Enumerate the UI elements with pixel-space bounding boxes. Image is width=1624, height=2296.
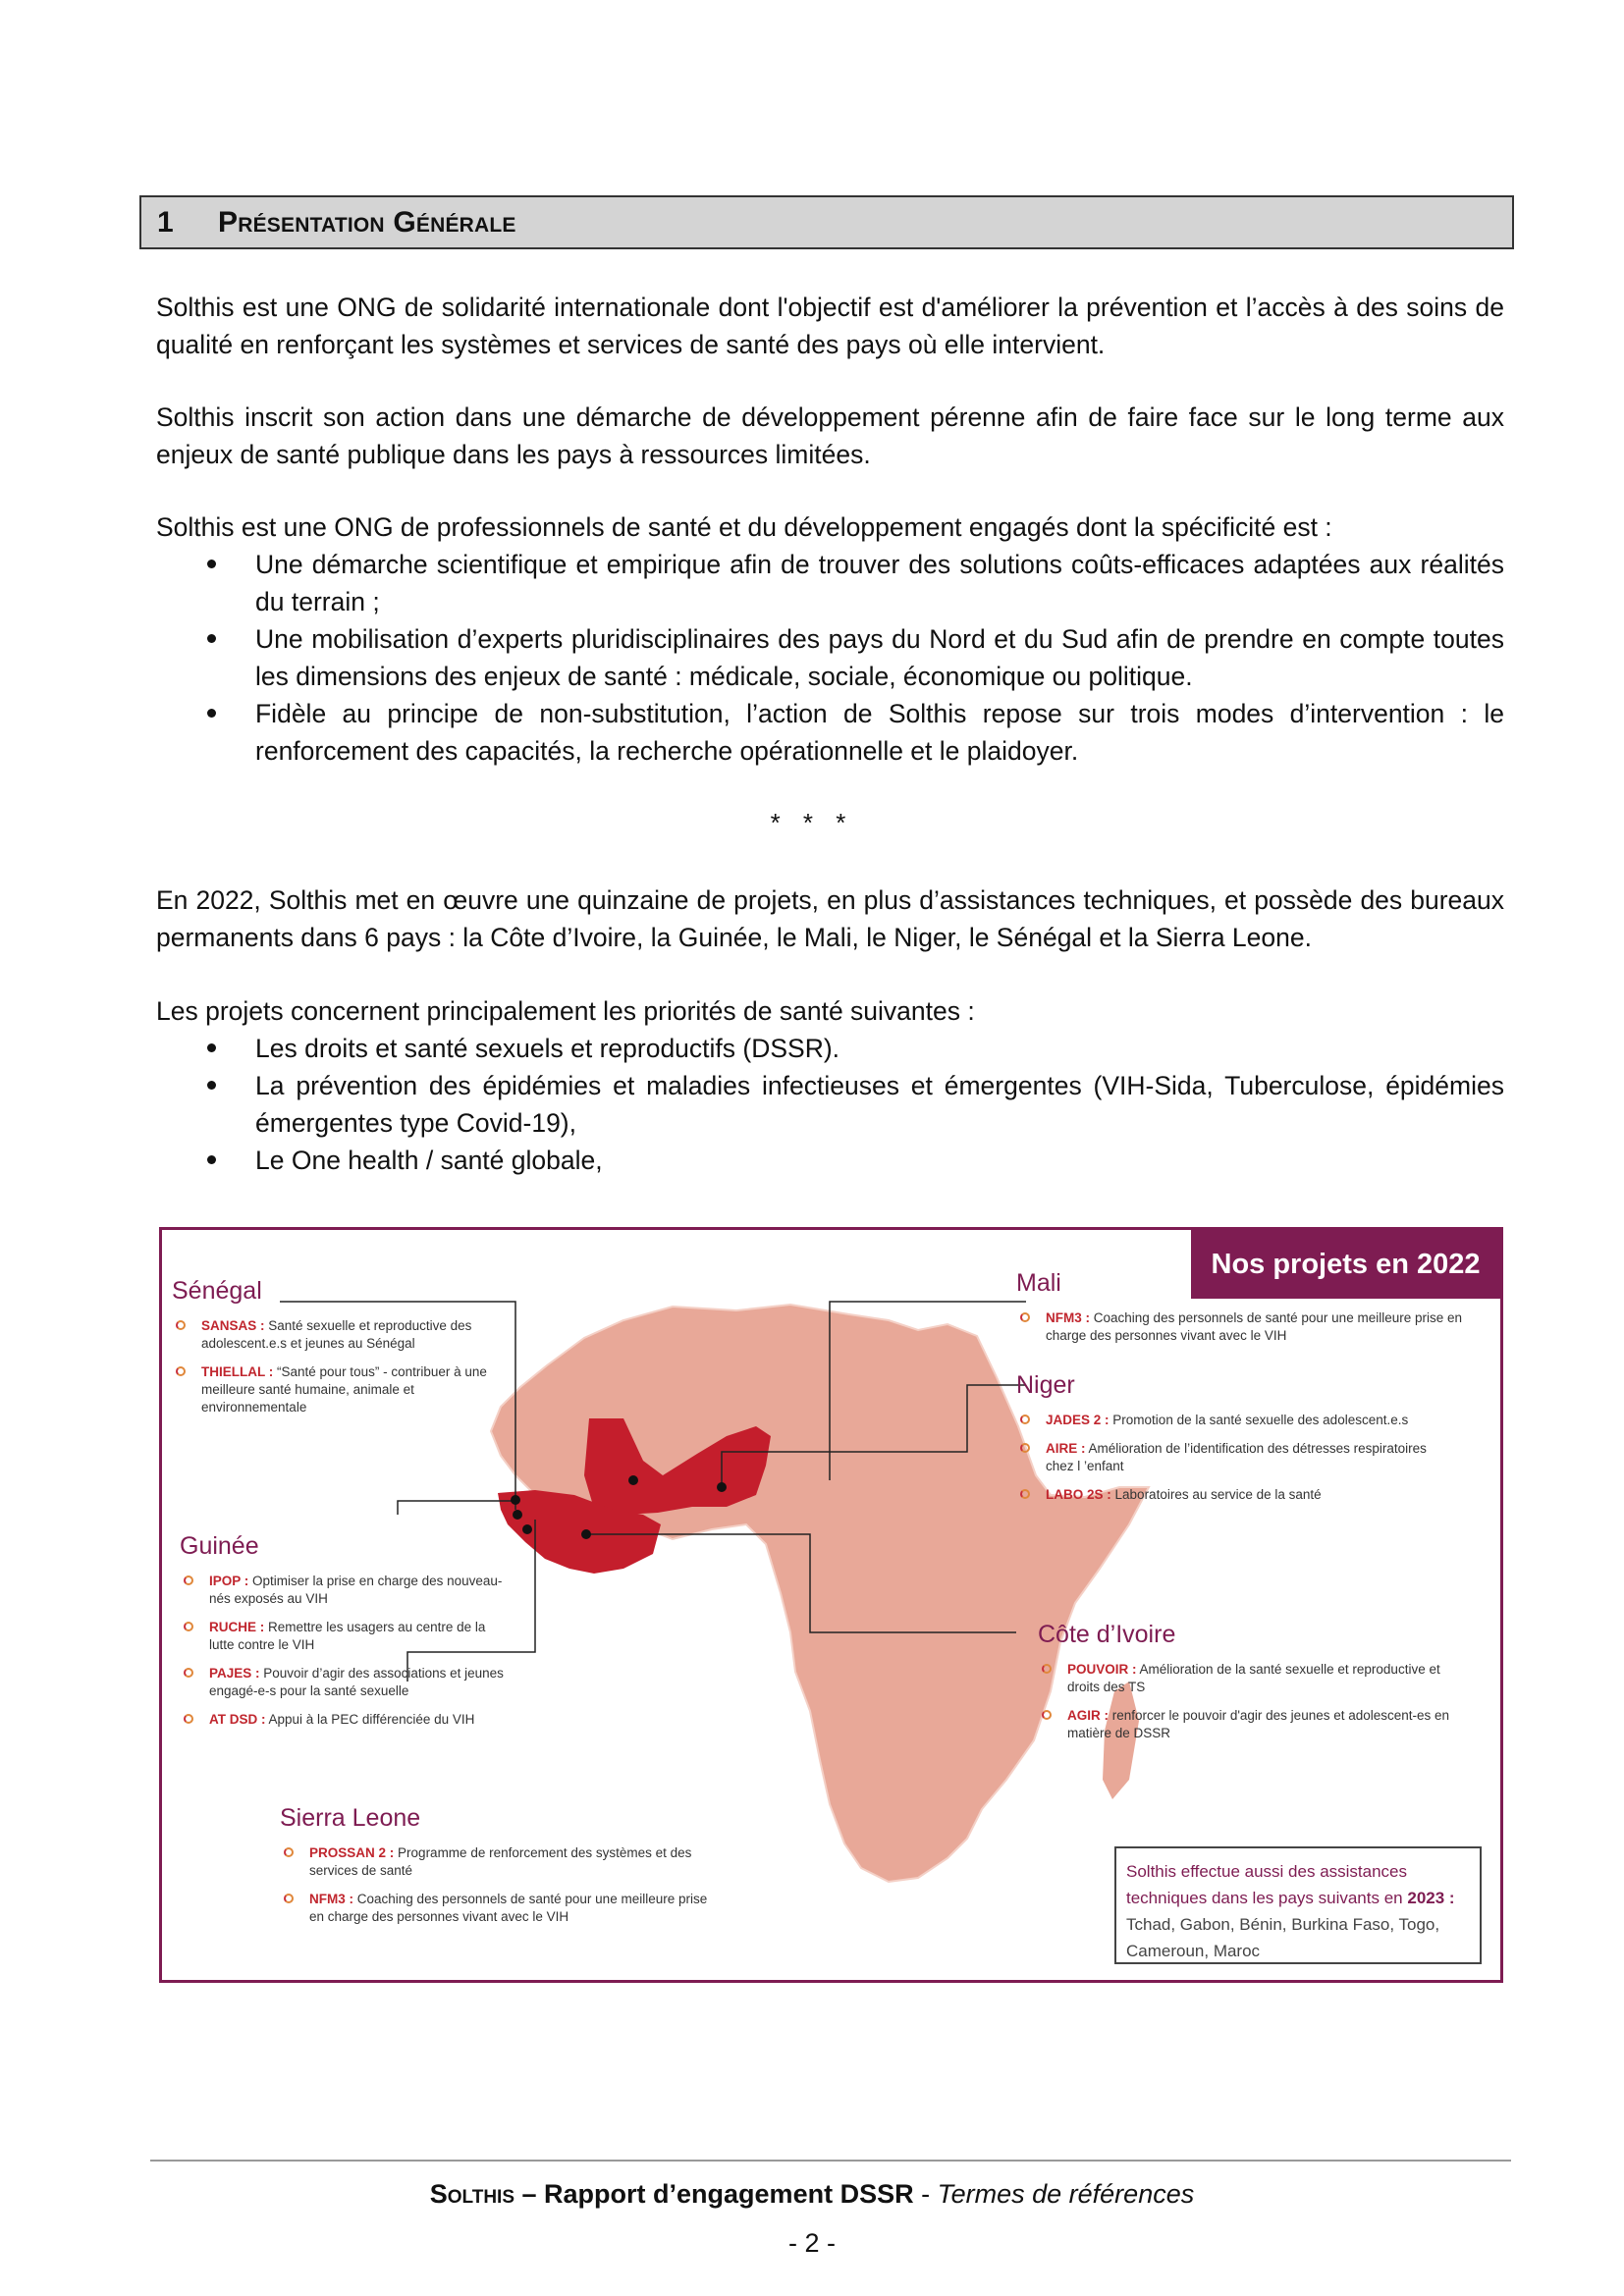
country-name: Niger bbox=[1016, 1371, 1075, 1399]
bullet-icon bbox=[184, 1575, 193, 1585]
bullet-icon bbox=[1020, 1489, 1030, 1499]
country-block-guinee bbox=[180, 1532, 514, 1739]
country-block-senegal bbox=[172, 1277, 506, 1427]
specificity-list bbox=[156, 546, 1504, 770]
project-item: POUVOIR : Amélioration de la santé sexuelle et reproductive et droits des TS bbox=[1038, 1661, 1470, 1696]
bullet-icon bbox=[284, 1894, 294, 1903]
project-item: AGIR : renforcer le pouvoir d'agir des jeunes et adolescent-es en matière de DSSR bbox=[1038, 1707, 1470, 1742]
ta-year: 2023 : bbox=[1407, 1889, 1455, 1907]
country-name: Mali bbox=[1016, 1269, 1061, 1297]
footer bbox=[0, 2179, 1624, 2210]
ta-intro: Solthis effectue aussi des assistances techniques dans les pays suivants en bbox=[1126, 1862, 1408, 1907]
section-header bbox=[139, 195, 1514, 249]
bullet-icon bbox=[184, 1714, 193, 1724]
project-item: AIRE : Amélioration de l’identification des détresses respiratoires chez l ’enfant bbox=[1016, 1440, 1448, 1475]
footer-dash: – bbox=[514, 2179, 545, 2209]
project-item: LABO 2S : Laboratoires au service de la santé bbox=[1016, 1486, 1448, 1504]
country-name: Guinée bbox=[180, 1532, 259, 1560]
map-title: Nos projets en 2022 bbox=[1191, 1230, 1500, 1299]
list-item: Les droits et santé sexuels et reproductifs (DSSR). bbox=[156, 1030, 1504, 1067]
list-item: Le One health / santé globale, bbox=[156, 1142, 1504, 1179]
country-block-mali bbox=[1016, 1269, 1478, 1356]
footer-brand: Solthis bbox=[429, 2179, 515, 2209]
bullet-icon bbox=[184, 1668, 193, 1678]
section-number: 1 bbox=[157, 205, 174, 239]
separator-stars: * * * bbox=[770, 808, 854, 837]
paragraph-projects-2022: En 2022, Solthis met en œuvre une quinzaine de projets, en plus d’assistances techniques, et possède des bureaux permanents dans 6 pays : la Côte d’Ivoire, la Guinée, le Mali, le Niger, le Sénégal et la Sierra Leone. bbox=[156, 885, 1504, 952]
paragraph-specificity: Solthis est une ONG de professionnels de santé et du développement engagés dont la spécificité est : bbox=[156, 512, 1332, 542]
list-item: La prévention des épidémies et maladies infectieuses et émergentes (VIH-Sida, Tuberculose, épidémies émergentes type Covid-19), bbox=[156, 1067, 1504, 1142]
bullet-icon bbox=[1042, 1664, 1052, 1674]
project-item: NFM3 : Coaching des personnels de santé pour une meilleure prise en charge des personnes vivant avec le VIH bbox=[280, 1891, 712, 1926]
bullet-icon bbox=[1020, 1443, 1030, 1453]
bullet-icon bbox=[1020, 1415, 1030, 1424]
projects-map-panel bbox=[159, 1227, 1503, 1983]
bullet-icon bbox=[1042, 1710, 1052, 1720]
bullet-icon bbox=[176, 1366, 186, 1376]
paragraph-priorities: Les projets concernent principalement les priorités de santé suivantes : bbox=[156, 996, 975, 1026]
country-name: Sierra Leone bbox=[280, 1804, 421, 1832]
technical-assistance-box bbox=[1114, 1846, 1482, 1964]
footer-separator: - bbox=[913, 2179, 938, 2209]
project-item: THIELLAL : “Santé pour tous” - contribuer à une meilleure santé humaine, animale et environnementale bbox=[172, 1363, 506, 1416]
project-item: AT DSD : Appui à la PEC différenciée du VIH bbox=[180, 1711, 514, 1729]
bullet-icon bbox=[184, 1622, 193, 1631]
priorities-list bbox=[156, 1030, 1504, 1179]
project-item: RUCHE : Remettre les usagers au centre de la lutte contre le VIH bbox=[180, 1619, 514, 1654]
page-number: - 2 - bbox=[787, 2228, 836, 2258]
ta-countries: Tchad, Gabon, Bénin, Burkina Faso, Togo, Cameroun, Maroc bbox=[1126, 1915, 1440, 1960]
project-item: SANSAS : Santé sexuelle et reproductive des adolescent.e.s et jeunes au Sénégal bbox=[172, 1317, 506, 1353]
project-item: IPOP : Optimiser la prise en charge des nouveau-nés exposés au VIH bbox=[180, 1573, 514, 1608]
country-block-sierra-leone bbox=[280, 1804, 712, 1937]
country-block-cote-ivoire bbox=[1038, 1621, 1470, 1753]
list-item: Fidèle au principe de non-substitution, l’action de Solthis repose sur trois modes d’intervention : le renforcement des capacités, la recherche opérationnelle et le plaidoyer. bbox=[156, 695, 1504, 770]
project-item: NFM3 : Coaching des personnels de santé pour une meilleure prise en charge des personnes vivant avec le VIH bbox=[1016, 1309, 1478, 1345]
paragraph-approach: Solthis inscrit son action dans une démarche de développement pérenne afin de faire face sur le long terme aux enjeux de santé publique dans les pays à ressources limitées. bbox=[156, 402, 1504, 469]
country-name: Sénégal bbox=[172, 1277, 262, 1305]
section-title: Présentation Générale bbox=[218, 205, 516, 239]
project-item: PAJES : Pouvoir d’agir des associations et jeunes engagé-e-s pour la santé sexuelle bbox=[180, 1665, 514, 1700]
country-name: Côte d’Ivoire bbox=[1038, 1621, 1176, 1648]
paragraph-mission: Solthis est une ONG de solidarité internationale dont l'objectif est d'améliorer la prévention et l’accès à des soins de qualité en renforçant les systèmes et services de santé des pays où elle intervient. bbox=[156, 293, 1504, 359]
bullet-icon bbox=[176, 1320, 186, 1330]
list-item: Une démarche scientifique et empirique afin de trouver des solutions coûts-efficaces adaptées aux réalités du terrain ; bbox=[156, 546, 1504, 620]
country-block-niger bbox=[1016, 1371, 1448, 1515]
footer-divider bbox=[150, 2160, 1511, 2162]
project-item: JADES 2 : Promotion de la santé sexuelle des adolescent.e.s bbox=[1016, 1412, 1448, 1429]
bullet-icon bbox=[284, 1847, 294, 1857]
footer-subtitle: Termes de références bbox=[937, 2179, 1195, 2209]
project-item: PROSSAN 2 : Programme de renforcement des systèmes et des services de santé bbox=[280, 1844, 712, 1880]
bullet-icon bbox=[1020, 1312, 1030, 1322]
list-item: Une mobilisation d’experts pluridisciplinaires des pays du Nord et du Sud afin de prendre en compte toutes les dimensions des enjeux de santé : médicale, sociale, économique ou politique. bbox=[156, 620, 1504, 695]
footer-doc-title: Rapport d’engagement DSSR bbox=[544, 2179, 914, 2209]
